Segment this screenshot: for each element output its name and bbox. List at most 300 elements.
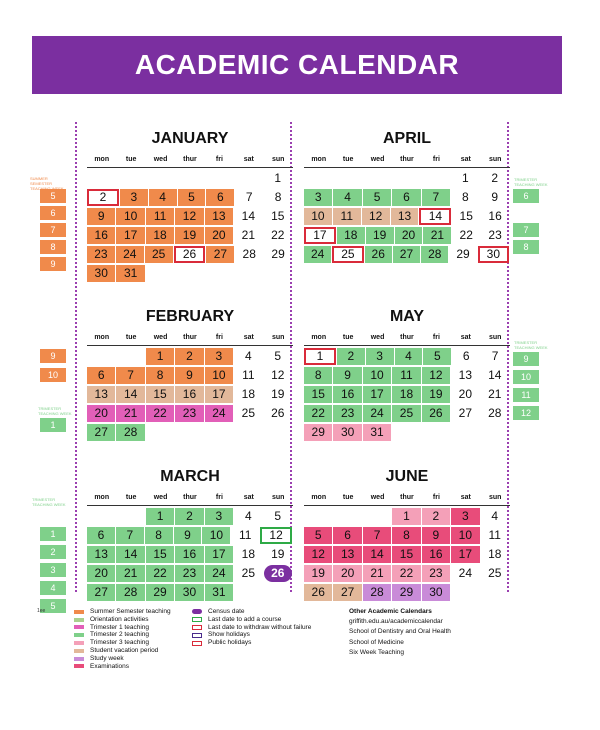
day-cell: 1 — [146, 508, 174, 525]
month-june — [304, 466, 510, 601]
week-row — [87, 246, 293, 263]
day-cell: 12 — [304, 546, 332, 563]
day-cell: 11 — [146, 208, 174, 225]
week-number-badge: 6 — [40, 206, 66, 220]
day-cell: 29 — [456, 247, 470, 261]
day-cell: 5 — [178, 189, 206, 206]
side-caption: SUMMER SEMESTER TEACHING WEEK — [30, 176, 64, 191]
day-cell: 19 — [271, 387, 285, 401]
weekday-label: tue — [342, 156, 354, 163]
day-cell: 18 — [146, 227, 174, 244]
weekday-label: fri — [215, 156, 223, 163]
day-cell: 9 — [174, 527, 202, 544]
legend-dates — [192, 608, 311, 647]
day-cell: 27 — [458, 406, 472, 420]
week-row — [87, 170, 293, 187]
month-title: JUNE — [385, 468, 429, 485]
day-cell: 25 — [488, 566, 502, 580]
empty-cell — [234, 265, 262, 282]
weekday-label: wed — [370, 156, 385, 163]
day-cell: 24 — [458, 566, 472, 580]
week-row — [87, 424, 293, 441]
day-cell: 23 — [488, 228, 502, 242]
day-cell: 1 — [146, 348, 174, 365]
day-cell: 8 — [146, 367, 174, 384]
legend-item — [74, 616, 171, 624]
week-number-badge: 5 — [40, 189, 66, 203]
day-cell: 13 — [458, 368, 472, 382]
day-cell: 9 — [175, 367, 203, 384]
day-cell: 8 — [145, 527, 173, 544]
weekday-label: mon — [311, 494, 327, 501]
empty-cell — [175, 424, 203, 441]
day-cell: 2 — [491, 171, 499, 185]
day-cell: 10 — [304, 208, 332, 225]
day-cell: 4 — [244, 349, 252, 363]
empty-cell — [451, 584, 479, 601]
day-cell: 4 — [149, 189, 177, 206]
day-cell: 8 — [274, 190, 282, 204]
day-cell: 14 — [488, 368, 502, 382]
week-row — [304, 527, 510, 544]
week-row — [304, 227, 510, 244]
week-number-badge: 4 — [40, 581, 66, 595]
day-cell: 13 — [87, 546, 115, 563]
week-row — [87, 386, 293, 403]
empty-cell — [87, 170, 115, 187]
weekday-label: mon — [311, 156, 327, 163]
other-calendar-item: School of Medicine — [349, 638, 404, 646]
week-row — [87, 208, 293, 225]
weekday-label: mon — [94, 334, 110, 341]
day-cell: 7 — [363, 527, 391, 544]
empty-cell — [87, 508, 115, 525]
month-may — [304, 306, 510, 441]
day-cell: 27 — [393, 246, 420, 263]
month-title: MARCH — [160, 468, 220, 485]
day-cell: 1 — [461, 171, 469, 185]
legend-label: Last date to withdraw without failure — [208, 623, 312, 631]
week-row — [87, 265, 293, 282]
day-cell: 6 — [206, 189, 234, 206]
weekday-label: sat — [460, 494, 471, 501]
day-cell: 7 — [245, 190, 253, 204]
empty-cell — [234, 170, 262, 187]
day-cell: 13 — [87, 386, 115, 403]
week-number-badge: 7 — [40, 223, 66, 237]
weekday-label: tue — [342, 334, 354, 341]
side-caption: TRIMESTER TEACHING WEEK — [514, 340, 548, 350]
weekday-label: fri — [432, 334, 440, 341]
weekday-label: sun — [489, 334, 502, 341]
empty-cell — [205, 424, 233, 441]
day-cell: 19 — [175, 227, 203, 244]
day-cell: 11 — [392, 367, 420, 384]
week-number-badge: 7 — [513, 223, 539, 237]
week-row — [87, 565, 293, 582]
month-title: MAY — [389, 308, 425, 325]
weekday-label: thur — [183, 334, 197, 341]
legend-swatch — [74, 625, 84, 629]
week-row — [87, 367, 293, 384]
weekday-label: sat — [460, 334, 471, 341]
stray-mark: 1ee — [37, 608, 46, 614]
weekday-header — [87, 331, 293, 346]
day-cell: 19 — [366, 227, 394, 244]
day-cell: 15 — [459, 209, 473, 223]
empty-cell — [363, 508, 391, 525]
week-row — [87, 584, 293, 601]
legend-label: Trimester 1 teaching — [90, 623, 150, 631]
page-title: ACADEMIC CALENDAR — [134, 49, 460, 80]
day-cell: 26 — [271, 406, 285, 420]
weekday-label: fri — [215, 334, 223, 341]
day-cell: 11 — [333, 208, 361, 225]
day-cell: 20 — [333, 565, 361, 582]
day-cell: 20 — [87, 405, 115, 422]
day-cell: 12 — [362, 208, 390, 225]
day-cell: 25 — [145, 246, 173, 263]
legend-swatch — [192, 625, 202, 630]
day-cell: 14 — [363, 546, 391, 563]
weekday-label: tue — [125, 156, 137, 163]
week-row — [87, 527, 293, 544]
day-cell: 10 — [363, 367, 391, 384]
day-cell: 4 — [491, 509, 499, 523]
day-cell: 19 — [271, 547, 285, 561]
legend-label: Last date to add a course — [208, 615, 282, 623]
legend-swatch — [74, 649, 84, 653]
week-row — [304, 246, 510, 263]
day-cell: 10 — [205, 367, 233, 384]
month-title: APRIL — [383, 130, 431, 147]
day-cell: 30 — [422, 584, 450, 601]
other-calendar-item: Six Week Teaching — [349, 648, 405, 656]
day-cell: 24 — [116, 246, 144, 263]
day-cell: 7 — [491, 349, 499, 363]
day-cell: 8 — [461, 190, 469, 204]
day-cell: 5 — [304, 527, 332, 544]
weekday-label: sun — [489, 156, 502, 163]
weekday-label: thur — [183, 494, 197, 501]
day-cell: 28 — [116, 424, 144, 441]
day-cell: 8 — [392, 527, 420, 544]
legend-item — [74, 624, 171, 632]
day-cell: 21 — [488, 387, 502, 401]
weekday-header — [304, 153, 510, 168]
day-cell: 26 — [174, 246, 206, 263]
day-cell: 16 — [175, 546, 203, 563]
weekday-label: wed — [370, 494, 385, 501]
legend-item — [192, 616, 311, 624]
day-cell: 4 — [244, 509, 252, 523]
day-cell: 3 — [366, 348, 394, 365]
day-cell: 5 — [274, 509, 282, 523]
weekday-label: wed — [370, 334, 385, 341]
side-caption: TRIMESTER TEACHING WEEK — [38, 406, 72, 416]
day-cell: 14 — [116, 546, 144, 563]
day-cell: 20 — [205, 227, 233, 244]
day-cell: 14 — [419, 208, 451, 225]
day-cell: 10 — [116, 208, 144, 225]
day-cell: 29 — [271, 247, 285, 261]
week-number-badge: 1 — [40, 527, 66, 541]
day-cell: 7 — [116, 367, 144, 384]
day-cell: 18 — [392, 386, 420, 403]
other-calendar-link[interactable]: griffith.edu.au/academiccalendar — [349, 618, 443, 626]
empty-cell — [422, 424, 450, 441]
month-march — [87, 466, 293, 601]
empty-cell — [304, 170, 332, 187]
day-cell: 21 — [363, 565, 391, 582]
day-cell: 17 — [116, 227, 144, 244]
day-cell: 25 — [392, 405, 420, 422]
empty-cell — [392, 424, 420, 441]
week-row — [304, 546, 510, 563]
day-cell: 13 — [333, 546, 361, 563]
week-row — [87, 227, 293, 244]
day-cell: 13 — [391, 208, 419, 225]
week-row — [304, 424, 510, 441]
weekday-label: wed — [153, 156, 168, 163]
other-calendars — [349, 607, 451, 658]
empty-cell — [304, 508, 332, 525]
day-cell: 9 — [333, 367, 361, 384]
weekday-label: sat — [460, 156, 471, 163]
weekday-label: tue — [125, 494, 137, 501]
weekday-label: thur — [400, 334, 414, 341]
week-row — [87, 348, 293, 365]
day-cell: 23 — [422, 565, 450, 582]
day-cell: 2 — [87, 189, 119, 206]
weekday-header — [304, 331, 510, 346]
day-cell: 12 — [271, 368, 285, 382]
empty-cell — [481, 584, 509, 601]
legend-label: Study week — [90, 654, 124, 662]
day-cell: 17 — [304, 227, 336, 244]
weekday-label: tue — [342, 494, 354, 501]
legend-swatch — [192, 609, 202, 614]
week-number-badge: 8 — [513, 240, 539, 254]
day-cell: 31 — [116, 265, 144, 282]
legend-item — [192, 639, 311, 647]
weekday-header — [87, 153, 293, 168]
empty-cell — [333, 170, 361, 187]
weekday-label: wed — [153, 494, 168, 501]
day-cell: 15 — [271, 209, 285, 223]
day-cell: 25 — [241, 406, 255, 420]
day-cell: 20 — [87, 565, 115, 582]
day-cell: 24 — [205, 405, 233, 422]
week-row — [87, 508, 293, 525]
day-cell: 16 — [488, 209, 502, 223]
day-cell: 26 — [304, 584, 332, 601]
week-row — [304, 405, 510, 422]
weekday-label: sun — [489, 494, 502, 501]
empty-cell — [116, 170, 144, 187]
empty-cell — [146, 424, 174, 441]
legend-swatch — [192, 617, 202, 622]
day-cell: 1 — [274, 171, 282, 185]
week-row — [87, 405, 293, 422]
empty-cell — [451, 424, 479, 441]
legend-swatch — [74, 633, 84, 637]
day-cell: 29 — [146, 584, 174, 601]
day-cell: 21 — [241, 228, 255, 242]
day-cell: 5 — [274, 349, 282, 363]
weekday-label: sat — [243, 494, 254, 501]
day-cell: 26 — [422, 405, 450, 422]
empty-cell — [205, 265, 233, 282]
month-april — [304, 128, 510, 263]
weekday-header — [87, 491, 293, 506]
day-cell: 30 — [175, 584, 203, 601]
weekday-label: fri — [432, 156, 440, 163]
day-cell: 28 — [488, 406, 502, 420]
day-cell: 21 — [116, 405, 144, 422]
month-february — [87, 306, 293, 441]
legend-label: Show holidays — [208, 631, 250, 639]
day-cell: 17 — [205, 546, 233, 563]
empty-cell — [146, 170, 174, 187]
day-cell: 31 — [363, 424, 391, 441]
week-number-badge: 3 — [40, 563, 66, 577]
day-cell: 17 — [451, 546, 479, 563]
weekday-header — [304, 491, 510, 506]
day-cell: 3 — [304, 189, 332, 206]
week-number-badge: 2 — [40, 545, 66, 559]
legend-item — [74, 655, 171, 663]
weekday-label: wed — [153, 334, 168, 341]
legend-item — [192, 608, 311, 616]
empty-cell — [333, 508, 361, 525]
empty-cell — [234, 584, 262, 601]
day-cell: 8 — [304, 367, 332, 384]
week-number-badge: 9 — [40, 257, 66, 271]
weekday-label: sun — [272, 334, 285, 341]
month-january — [87, 128, 293, 282]
week-row — [304, 508, 510, 525]
empty-cell — [175, 265, 203, 282]
weekday-label: thur — [400, 156, 414, 163]
day-cell: 27 — [87, 424, 115, 441]
empty-cell — [264, 424, 292, 441]
day-cell: 4 — [395, 348, 423, 365]
legend-item — [74, 639, 171, 647]
day-cell: 24 — [304, 246, 331, 263]
day-cell: 22 — [392, 565, 420, 582]
empty-cell — [205, 170, 233, 187]
legend-swatch — [74, 657, 84, 661]
day-cell: 1 — [392, 508, 420, 525]
day-cell: 26 — [264, 565, 292, 582]
legend-item — [74, 647, 171, 655]
day-cell: 24 — [363, 405, 391, 422]
other-calendar-item: School of Dentistry and Oral Health — [349, 628, 451, 636]
day-cell: 10 — [451, 527, 479, 544]
day-cell: 12 — [175, 208, 203, 225]
day-cell: 16 — [422, 546, 450, 563]
legend-item — [74, 631, 171, 639]
day-cell: 23 — [87, 246, 115, 263]
legend-label: Trimester 2 teaching — [90, 631, 150, 639]
week-row — [304, 348, 510, 365]
legend-label: Student vacation period — [90, 646, 159, 654]
day-cell: 22 — [146, 565, 174, 582]
legend-swatch — [192, 633, 202, 638]
day-cell: 30 — [333, 424, 361, 441]
legend-label: Examinations — [90, 662, 130, 670]
legend-label: Census date — [208, 608, 245, 615]
legend-swatch — [192, 641, 202, 646]
weekday-label: fri — [432, 494, 440, 501]
day-cell: 20 — [458, 387, 472, 401]
day-cell: 22 — [459, 228, 473, 242]
legend-item — [192, 631, 311, 639]
week-row — [304, 170, 510, 187]
week-row — [304, 189, 510, 206]
day-cell: 23 — [175, 405, 203, 422]
weekday-label: sat — [243, 334, 254, 341]
legend-label: Orientation activities — [90, 615, 149, 623]
day-cell: 29 — [304, 424, 332, 441]
day-cell: 27 — [87, 584, 115, 601]
day-cell: 12 — [260, 527, 292, 544]
empty-cell — [175, 170, 203, 187]
legend-item — [192, 624, 311, 632]
day-cell: 2 — [175, 348, 203, 365]
empty-cell — [87, 348, 115, 365]
week-row — [304, 367, 510, 384]
day-cell: 13 — [205, 208, 233, 225]
week-row — [304, 386, 510, 403]
day-cell: 3 — [205, 348, 233, 365]
week-number-badge: 12 — [513, 406, 539, 420]
day-cell: 22 — [146, 405, 174, 422]
legend-swatch — [74, 610, 84, 614]
day-cell: 25 — [241, 566, 255, 580]
day-cell: 6 — [87, 367, 115, 384]
week-row — [304, 208, 510, 225]
day-cell: 18 — [241, 547, 255, 561]
month-title: JANUARY — [151, 130, 229, 147]
other-calendars-heading: Other Academic Calendars — [349, 608, 432, 615]
day-cell: 23 — [175, 565, 203, 582]
weekday-label: thur — [400, 494, 414, 501]
day-cell: 7 — [116, 527, 144, 544]
legend-periods — [74, 608, 171, 670]
day-cell: 24 — [205, 565, 233, 582]
day-cell: 30 — [478, 246, 509, 263]
day-cell: 3 — [120, 189, 148, 206]
day-cell: 14 — [116, 386, 144, 403]
weekday-label: sun — [272, 156, 285, 163]
empty-cell — [234, 424, 262, 441]
day-cell: 2 — [337, 348, 365, 365]
day-cell: 6 — [462, 349, 470, 363]
legend-label: Summer Semester teaching — [90, 608, 171, 615]
day-cell: 18 — [241, 387, 255, 401]
day-cell: 7 — [422, 189, 450, 206]
empty-cell — [264, 584, 292, 601]
day-cell: 30 — [87, 265, 115, 282]
day-cell: 22 — [271, 228, 285, 242]
legend-label: Public holidays — [208, 639, 252, 647]
day-cell: 6 — [87, 527, 115, 544]
day-cell: 16 — [175, 386, 203, 403]
day-cell: 9 — [87, 208, 115, 225]
day-cell: 19 — [422, 386, 450, 403]
